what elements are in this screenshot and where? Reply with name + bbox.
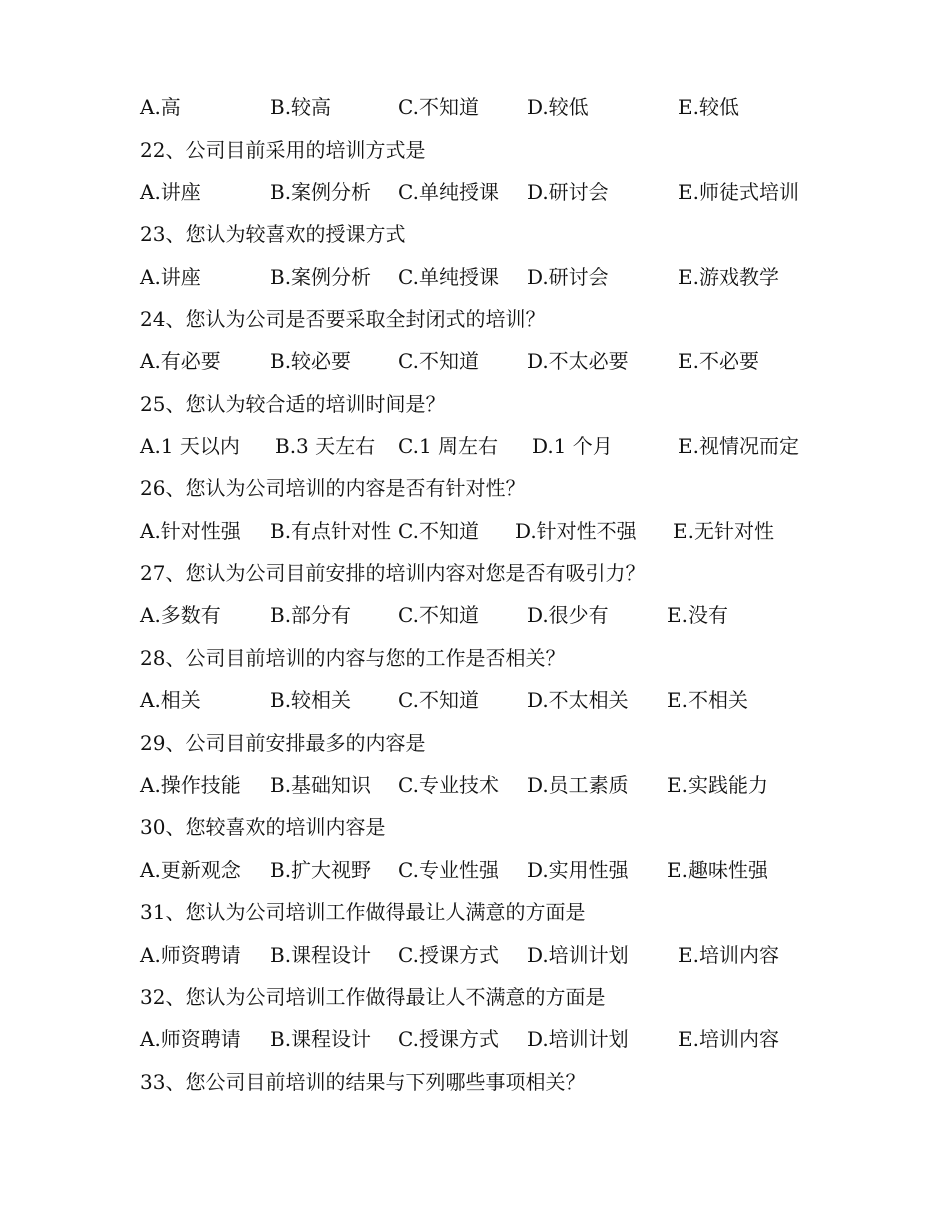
option-c: C.不知道 — [398, 519, 479, 543]
option-d: D.员工素质 — [527, 773, 629, 797]
option-b: B.课程设计 — [270, 1027, 372, 1051]
option-c: C.不知道 — [398, 688, 479, 712]
option-c: C.专业技术 — [398, 773, 499, 797]
option-b: B.案例分析 — [270, 265, 372, 289]
option-d: D.培训计划 — [527, 1027, 629, 1051]
option-d: D.实用性强 — [527, 858, 629, 882]
question-31: 31、您认为公司培训工作做得最让人满意的方面是 — [140, 900, 586, 924]
option-d: D.研讨会 — [527, 265, 609, 289]
option-e: E.不相关 — [667, 688, 748, 712]
question-25: 25、您认为较合适的培训时间是？ — [140, 392, 446, 416]
option-c: C.专业性强 — [398, 858, 499, 882]
option-c: C.不知道 — [398, 349, 479, 373]
option-a: A.师资聘请 — [140, 943, 241, 967]
question-30: 30、您较喜欢的培训内容是 — [140, 815, 386, 839]
option-d: D.针对性不强 — [515, 519, 637, 543]
option-a: A.讲座 — [140, 265, 201, 289]
option-b: B.3 天左右 — [275, 434, 376, 458]
option-e: E.视情况而定 — [678, 434, 799, 458]
option-c: C.单纯授课 — [398, 180, 499, 204]
question-32: 32、您认为公司培训工作做得最让人不满意的方面是 — [140, 985, 606, 1009]
option-b: B.扩大视野 — [270, 858, 372, 882]
question-23: 23、您认为较喜欢的授课方式 — [140, 222, 406, 246]
option-e: E.游戏教学 — [678, 265, 779, 289]
option-e: E.实践能力 — [667, 773, 768, 797]
option-c: C.不知道 — [398, 95, 479, 119]
question-33: 33、您公司目前培训的结果与下列哪些事项相关？ — [140, 1070, 586, 1094]
option-a: A.讲座 — [140, 180, 201, 204]
question-26: 26、您认为公司培训的内容是否有针对性？ — [140, 476, 526, 500]
option-e: E.趣味性强 — [667, 858, 768, 882]
question-28: 28、公司目前培训的内容与您的工作是否相关？ — [140, 646, 566, 670]
option-b: B.较必要 — [270, 349, 352, 373]
option-c: C.不知道 — [398, 603, 479, 627]
option-c: C.单纯授课 — [398, 265, 499, 289]
option-b: B.较相关 — [270, 688, 352, 712]
question-27: 27、您认为公司目前安排的培训内容对您是否有吸引力？ — [140, 561, 646, 585]
option-e: E.培训内容 — [678, 1027, 779, 1051]
option-e: E.较低 — [678, 95, 739, 119]
option-d: D.不太相关 — [527, 688, 629, 712]
option-d: D.很少有 — [527, 603, 609, 627]
option-a: A.多数有 — [140, 603, 221, 627]
option-e: E.培训内容 — [678, 943, 779, 967]
option-a: A.更新观念 — [140, 858, 241, 882]
option-b: B.课程设计 — [270, 943, 372, 967]
option-a: A.相关 — [140, 688, 201, 712]
option-d: D.研讨会 — [527, 180, 609, 204]
option-e: E.无针对性 — [673, 519, 774, 543]
option-c: C.1 周左右 — [398, 434, 499, 458]
question-22: 22、公司目前采用的培训方式是 — [140, 138, 426, 162]
option-a: A.操作技能 — [140, 773, 241, 797]
question-29: 29、公司目前安排最多的内容是 — [140, 731, 426, 755]
option-c: C.授课方式 — [398, 943, 499, 967]
option-b: B.较高 — [270, 95, 332, 119]
option-a: A.高 — [140, 95, 181, 119]
option-d: D.培训计划 — [527, 943, 629, 967]
option-b: B.有点针对性 — [270, 519, 392, 543]
option-d: D.1 个月 — [532, 434, 613, 458]
option-a: A.有必要 — [140, 349, 221, 373]
option-e: E.不必要 — [678, 349, 759, 373]
option-b: B.案例分析 — [270, 180, 372, 204]
option-d: D.不太必要 — [527, 349, 629, 373]
option-d: D.较低 — [527, 95, 589, 119]
option-a: A.针对性强 — [140, 519, 241, 543]
question-24: 24、您认为公司是否要采取全封闭式的培训？ — [140, 307, 546, 331]
option-a: A.师资聘请 — [140, 1027, 241, 1051]
option-b: B.基础知识 — [270, 773, 372, 797]
option-e: E.没有 — [667, 603, 728, 627]
option-a: A.1 天以内 — [140, 434, 240, 458]
option-e: E.师徒式培训 — [678, 180, 799, 204]
option-b: B.部分有 — [270, 603, 352, 627]
option-c: C.授课方式 — [398, 1027, 499, 1051]
